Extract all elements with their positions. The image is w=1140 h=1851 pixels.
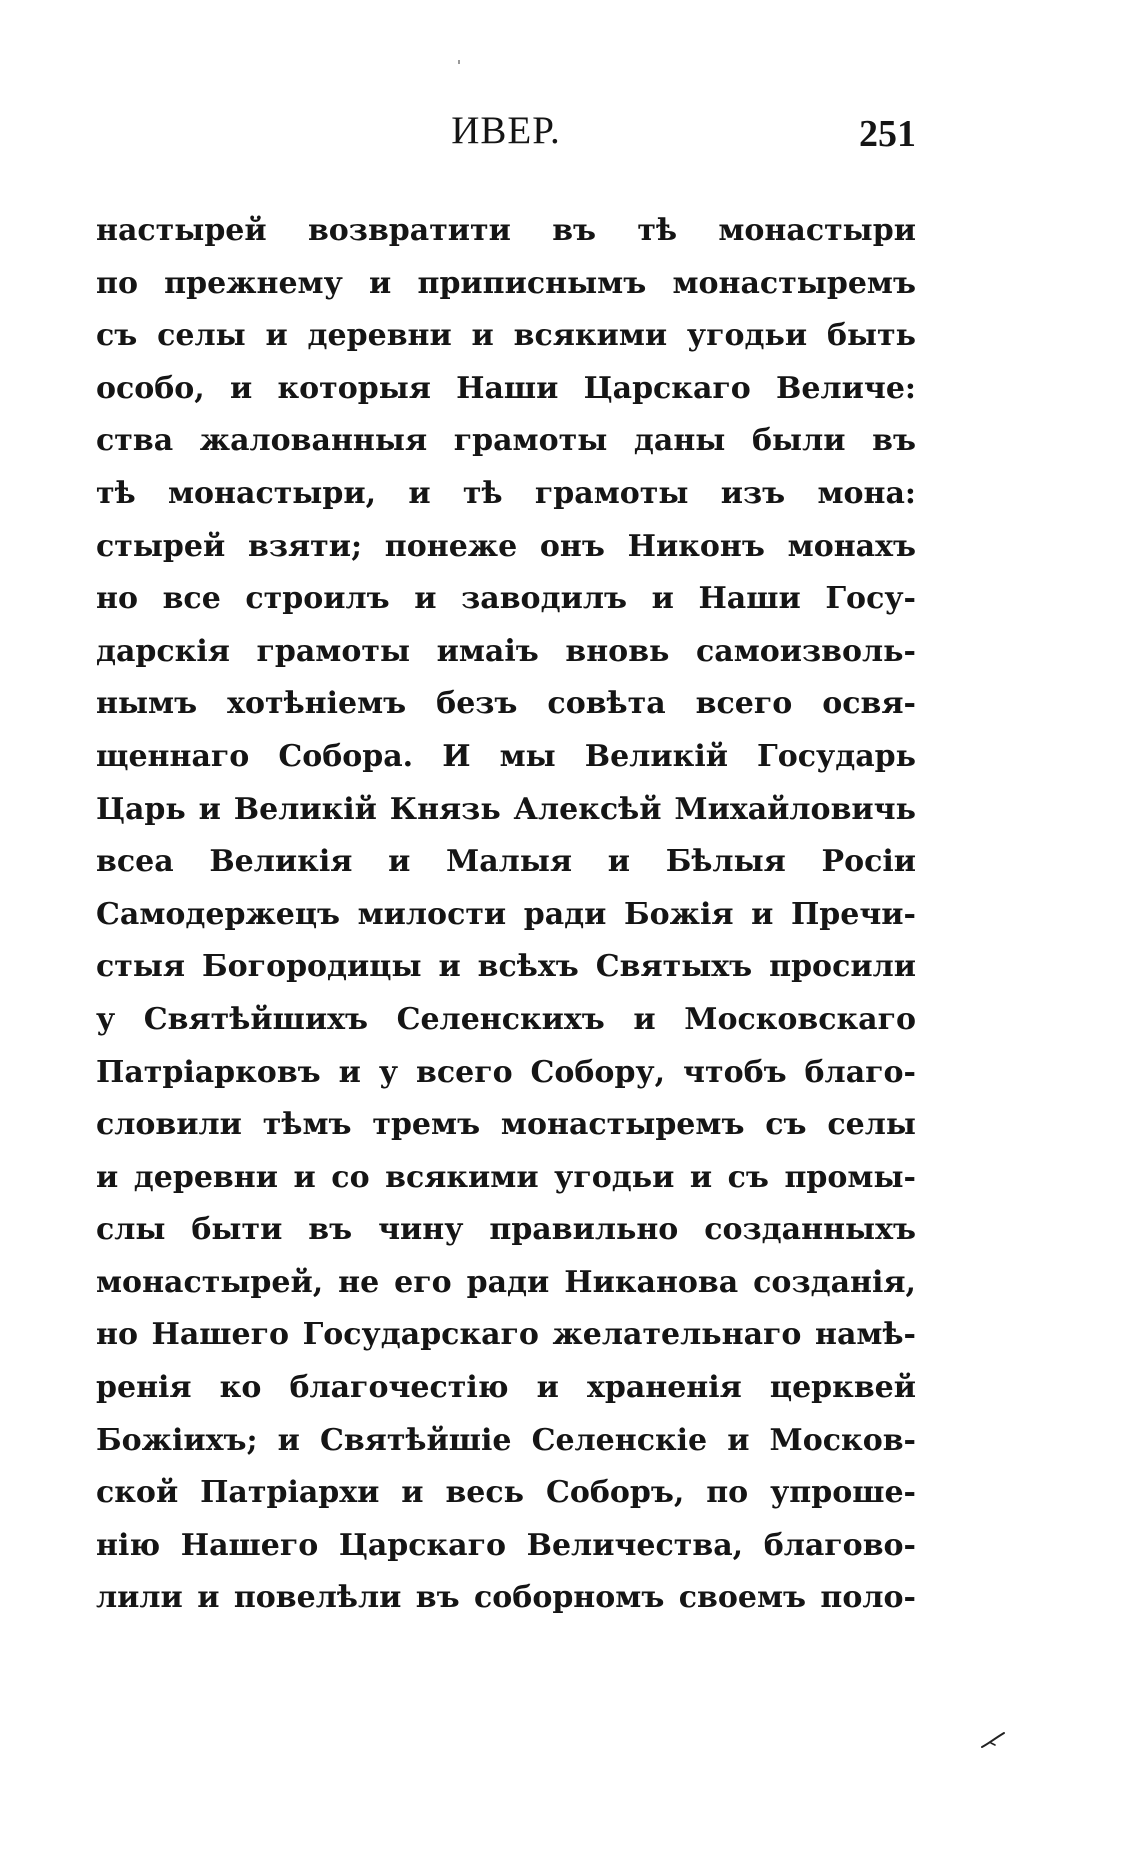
page-number: 251	[859, 113, 916, 155]
text-line: лили и повелѣли въ соборномъ своемъ поло-	[96, 1580, 916, 1616]
text-line: Божіихъ; и Святѣйшіе Селенскіе и Москов-	[96, 1422, 916, 1458]
text-line: Царь и Великій Князь Алексѣй Михайловичь	[96, 791, 916, 827]
text-line: но Нашего Государскаго желательнаго намѣ-	[96, 1317, 916, 1353]
text-line: но все строилъ и заводилъ и Наши Госу-	[96, 581, 916, 617]
text-line: нію Нашего Царскаго Величества, благово-	[96, 1527, 916, 1563]
text-line: ства жалованныя грамоты даны были въ	[96, 423, 916, 459]
text-line: и деревни и со всякими угодьи и съ промы-	[96, 1159, 916, 1195]
text-line: словили тѣмъ тремъ монастыремъ съ селы	[96, 1107, 916, 1143]
text-line: Самодержецъ милости ради Божія и Пречи-	[96, 896, 916, 932]
catchword-mark	[980, 1730, 1008, 1750]
text-line: ской Патріархи и весь Соборъ, по упроше-	[96, 1475, 916, 1511]
text-line: щеннаго Собора. И мы Великій Государь	[96, 738, 916, 774]
text-line: нымъ хотѣніемъ безъ совѣта всего освя-	[96, 686, 916, 722]
text-line: монастырей, не его ради Никанова созданія,	[96, 1264, 916, 1300]
text-line: настырей возвратити въ тѣ монастыри	[96, 213, 916, 248]
text-line: у Святѣйшихъ Селенскихъ и Московскаго	[96, 1001, 916, 1037]
text-line: съ селы и деревни и всякими угодьи быть	[96, 318, 916, 354]
text-line: тѣ монастыри, и тѣ грамоты изъ мона:	[96, 475, 916, 511]
text-line: ренія ко благочестію и храненія церквей	[96, 1370, 916, 1406]
body-text	[96, 205, 916, 1625]
running-title: ИВЕР.	[451, 109, 561, 152]
text-line: слы быти въ чину правильно созданныхъ	[96, 1212, 916, 1248]
text-line: всеа Великія и Малыя и Бѣлыя Росіи	[96, 844, 916, 880]
text-line: стырей взяти; понеже онъ Никонъ монахъ	[96, 528, 916, 564]
text-line: дарскія грамоты имаiъ вновь самоизволь-	[96, 633, 916, 669]
text-line: особо, и которыя Наши Царскаго Величе:	[96, 370, 916, 406]
print-speck	[458, 60, 460, 64]
text-line: стыя Богородицы и всѣхъ Святыхъ просили	[96, 949, 916, 985]
text-line: по прежнему и приписнымъ монастыремъ	[96, 265, 916, 301]
text-line: Патріарковъ и у всего Собору, чтобъ благо-	[96, 1054, 916, 1090]
running-head	[96, 108, 916, 168]
